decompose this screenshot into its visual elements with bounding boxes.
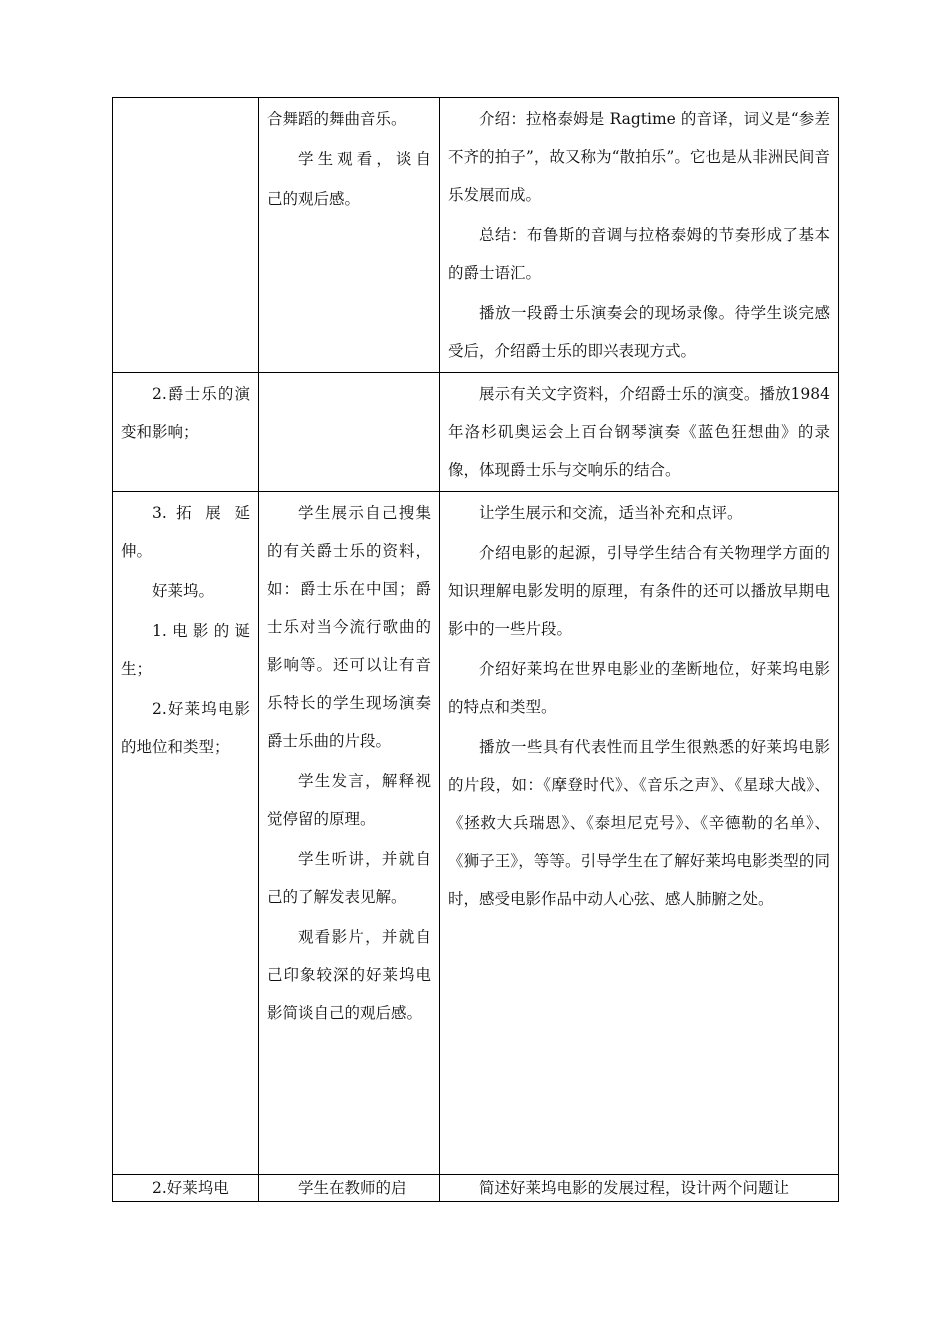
teacher-activity-cell: [440, 98, 839, 373]
cell-paragraph: 展示有关文字资料，介绍爵士乐的演变。播放1984年洛杉矶奥运会上百台钢琴演奏《蓝色狂想曲》的录像，体现爵士乐与交响乐的结合。: [448, 385, 830, 479]
cell-paragraph: 简述好莱坞电影的发展过程，设计两个问题让: [479, 1179, 790, 1197]
student-activity-cell: [259, 1175, 440, 1202]
lesson-plan-table: [112, 97, 839, 1202]
cell-paragraph: 观看影片，并就自己印象较深的好莱坞电影简谈自己的观后感。: [267, 928, 431, 1022]
cell-paragraph: 让学生展示和交流，适当补充和点评。: [479, 504, 743, 522]
student-activity-cell: [259, 492, 440, 1175]
cell-paragraph: 3. 拓 展 延伸。: [121, 504, 250, 560]
cell-paragraph: 介绍好莱坞在世界电影业的垄断地位，好莱坞电影的特点和类型。: [448, 660, 830, 716]
cell-paragraph: 介绍：拉格泰姆是 Ragtime 的音译，词义是“参差不齐的拍子”，故又称为“散拍乐”。它也是从非洲民间音乐发展而成。: [448, 110, 830, 204]
cell-paragraph: 2.爵士乐的演变和影响；: [121, 385, 250, 441]
table-row: [113, 1175, 839, 1202]
teacher-activity-cell: [440, 492, 839, 1175]
cell-paragraph: 总结：布鲁斯的音调与拉格泰姆的节奏形成了基本的爵士语汇。: [448, 226, 830, 282]
teaching-step-cell: [113, 98, 259, 373]
student-activity-cell: [259, 373, 440, 492]
cell-paragraph: 播放一段爵士乐演奏会的现场录像。待学生谈完感受后，介绍爵士乐的即兴表现方式。: [448, 304, 830, 360]
cell-paragraph: 介绍电影的起源，引导学生结合有关物理学方面的知识理解电影发明的原理，有条件的还可以播放早期电影中的一些片段。: [448, 544, 830, 638]
table-row: [113, 492, 839, 1175]
cell-paragraph: 学生展示自己搜集的有关爵士乐的资料，如：爵士乐在中国；爵士乐对当今流行歌曲的影响等。还可以让有音乐特长的学生现场演奏爵士乐曲的片段。: [267, 504, 431, 750]
teacher-activity-cell: [440, 373, 839, 492]
cell-paragraph: 1.电影的诞生；: [121, 622, 250, 678]
cell-paragraph: 好莱坞。: [152, 582, 215, 600]
cell-paragraph: 学生发言，解释视觉停留的原理。: [267, 772, 431, 828]
table-row: [113, 373, 839, 492]
cell-paragraph: 学生观看，谈自: [298, 150, 431, 168]
cell-paragraph: 播放一些具有代表性而且学生很熟悉的好莱坞电影的片段，如：《摩登时代》、《音乐之声》、《星球大战》、《拯救大兵瑞恩》、《泰坦尼克号》、《辛德勒的名单》、《狮子王》，等等。引导学生在了解好莱坞电影类型的同时，感受电影作品中动人心弦、感人肺腑之处。: [448, 738, 830, 908]
teaching-step-cell: [113, 373, 259, 492]
cell-paragraph: 2.好莱坞电: [152, 1179, 229, 1197]
cell-paragraph: 学生在教师的启: [298, 1179, 407, 1197]
cell-paragraph: 学生听讲，并就自己的了解发表见解。: [267, 850, 431, 906]
cell-paragraph: 己的观后感。: [267, 190, 361, 208]
table-row: [113, 98, 839, 373]
teaching-step-cell: [113, 1175, 259, 1202]
cell-paragraph: 合舞蹈的舞曲音乐。: [267, 110, 407, 128]
teaching-step-cell: [113, 492, 259, 1175]
teacher-activity-cell: [440, 1175, 839, 1202]
student-activity-cell: [259, 98, 440, 373]
cell-paragraph: 2.好莱坞电影的地位和类型；: [121, 700, 250, 756]
